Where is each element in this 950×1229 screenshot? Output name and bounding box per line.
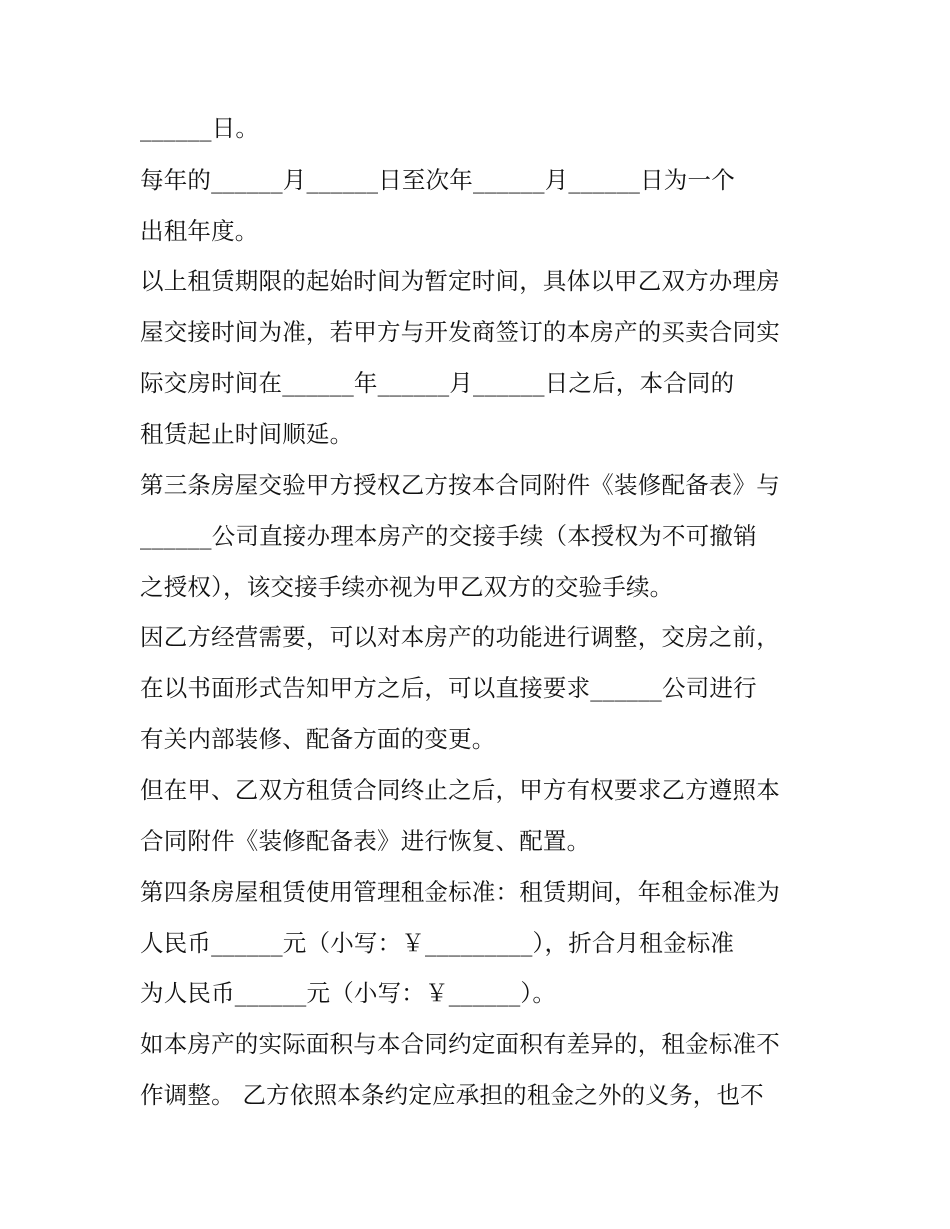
text-line: 以上租赁期限的起始时间为暂定时间，具体以甲乙双方办理房 bbox=[140, 267, 780, 295]
text-line: 第四条房屋租赁使用管理租金标准：租赁期间，年租金标准为 bbox=[140, 878, 780, 906]
text-line: 之授权），该交接手续亦视为甲乙双方的交验手续。 bbox=[140, 573, 674, 601]
text-line: 如本房产的实际面积与本合同约定面积有差异的，租金标准不 bbox=[140, 1030, 780, 1058]
text-line: 每年的______月______日至次年______月______日为一个 bbox=[140, 166, 735, 194]
text-line: 作调整。 乙方依照本条约定应承担的租金之外的义务，也不 bbox=[140, 1081, 764, 1109]
text-line: 人民币______元（小写：￥_________），折合月租金标准 bbox=[140, 929, 735, 957]
text-line: ______公司直接办理本房产的交接手续（本授权为不可撤销 bbox=[140, 522, 757, 550]
text-line: 在以书面形式告知甲方之后，可以直接要求______公司进行 bbox=[140, 674, 757, 702]
text-line: 际交房时间在______年______月______日之后，本合同的 bbox=[140, 369, 735, 397]
text-line: 为人民币______元（小写：￥______）。 bbox=[140, 979, 557, 1007]
text-line: 屋交接时间为准，若甲方与开发商签订的本房产的买卖合同实 bbox=[140, 318, 780, 346]
text-line: 有关内部装修、配备方面的变更。 bbox=[140, 725, 496, 753]
text-line: 出租年度。 bbox=[140, 217, 259, 245]
text-line: 第三条房屋交验甲方授权乙方按本合同附件《装修配备表》与 bbox=[140, 471, 780, 499]
text-line: ______日。 bbox=[140, 114, 260, 142]
text-line: 因乙方经营需要，可以对本房产的功能进行调整，交房之前， bbox=[140, 623, 780, 651]
text-line: 合同附件《装修配备表》进行恢复、配置。 bbox=[140, 827, 591, 855]
text-line: 租赁起止时间顺延。 bbox=[140, 420, 354, 448]
text-line: 但在甲、乙双方租赁合同终止之后，甲方有权要求乙方遵照本 bbox=[140, 776, 780, 804]
